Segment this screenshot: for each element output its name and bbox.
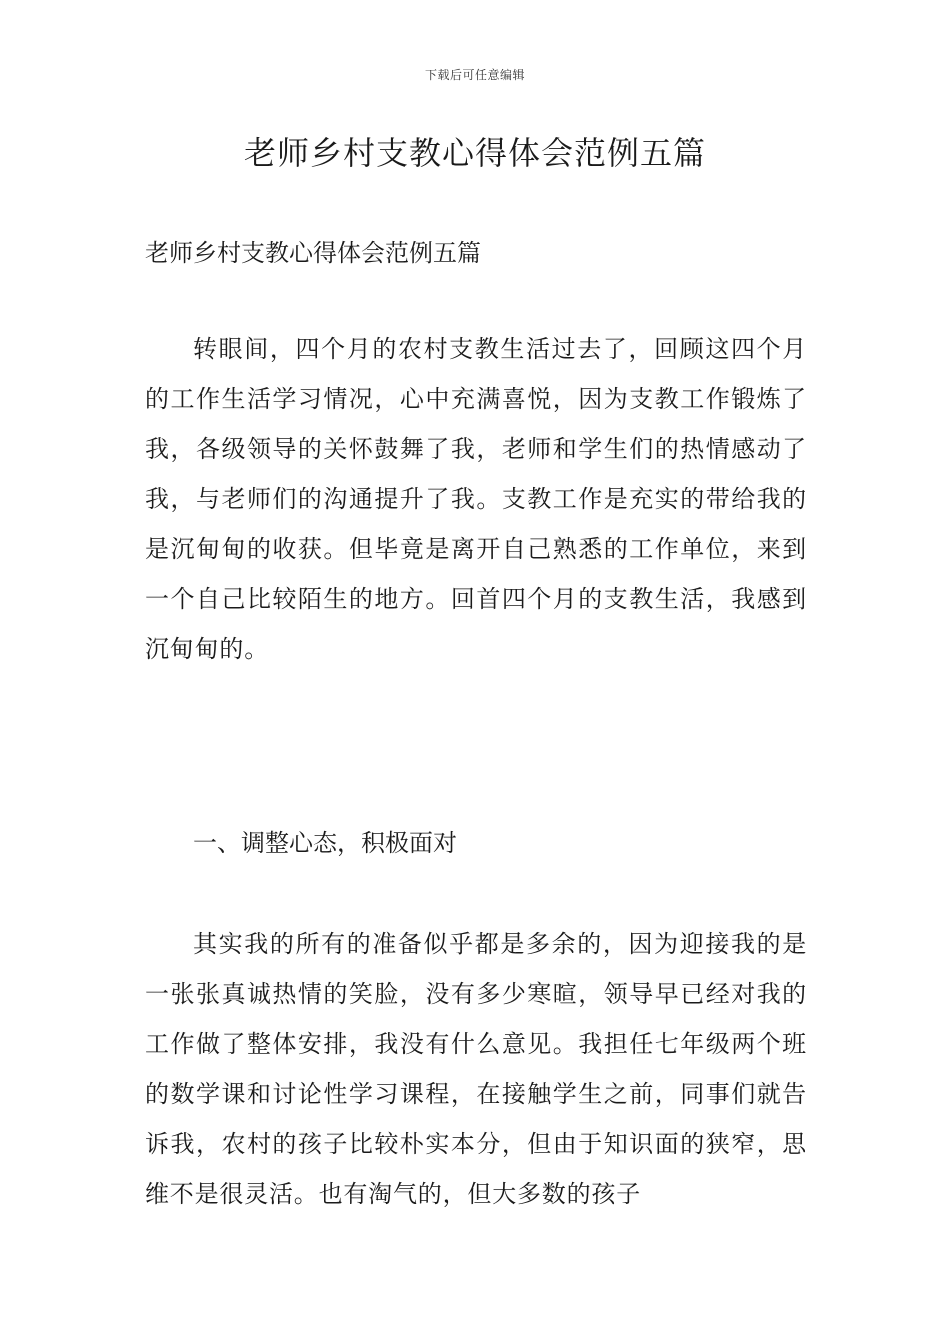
document-subtitle: 老师乡村支教心得体会范例五篇 (145, 239, 481, 267)
header-note: 下载后可任意编辑 (424, 68, 525, 82)
document-title: 老师乡村支教心得体会范例五篇 (243, 134, 706, 172)
body-paragraph-1: 转眼间，四个月的农村支教生活过去了，回顾这四个月的工作生活学习情况，心中充满喜悦，因为支教工作锻炼了我，各级领导的关怀鼓舞了我，老师和学生们的热情感动了我，与老师们的沟通提升了我。支教工作是充实的带给我的是沉甸甸的收获。但毕竟是离开自己熟悉的工作单位，来到一个自己比较陌生的地方。回首四个月的支教生活，我感到沉甸甸的。 (145, 335, 807, 663)
body-paragraph-2: 其实我的所有的准备似乎都是多余的，因为迎接我的是一张张真诚热情的笑脸，没有多少寒暄，领导早已经对我的工作做了整体安排，我没有什么意见。我担任七年级两个班的数学课和讨论性学习课程，在接触学生之前，同事们就告诉我，农村的孩子比较朴实本分，但由于知识面的狭窄，思维不是很灵活。也有淘气的，但大多数的孩子 (145, 930, 807, 1208)
section-heading-1: 一、调整心态，积极面对 (193, 829, 457, 857)
